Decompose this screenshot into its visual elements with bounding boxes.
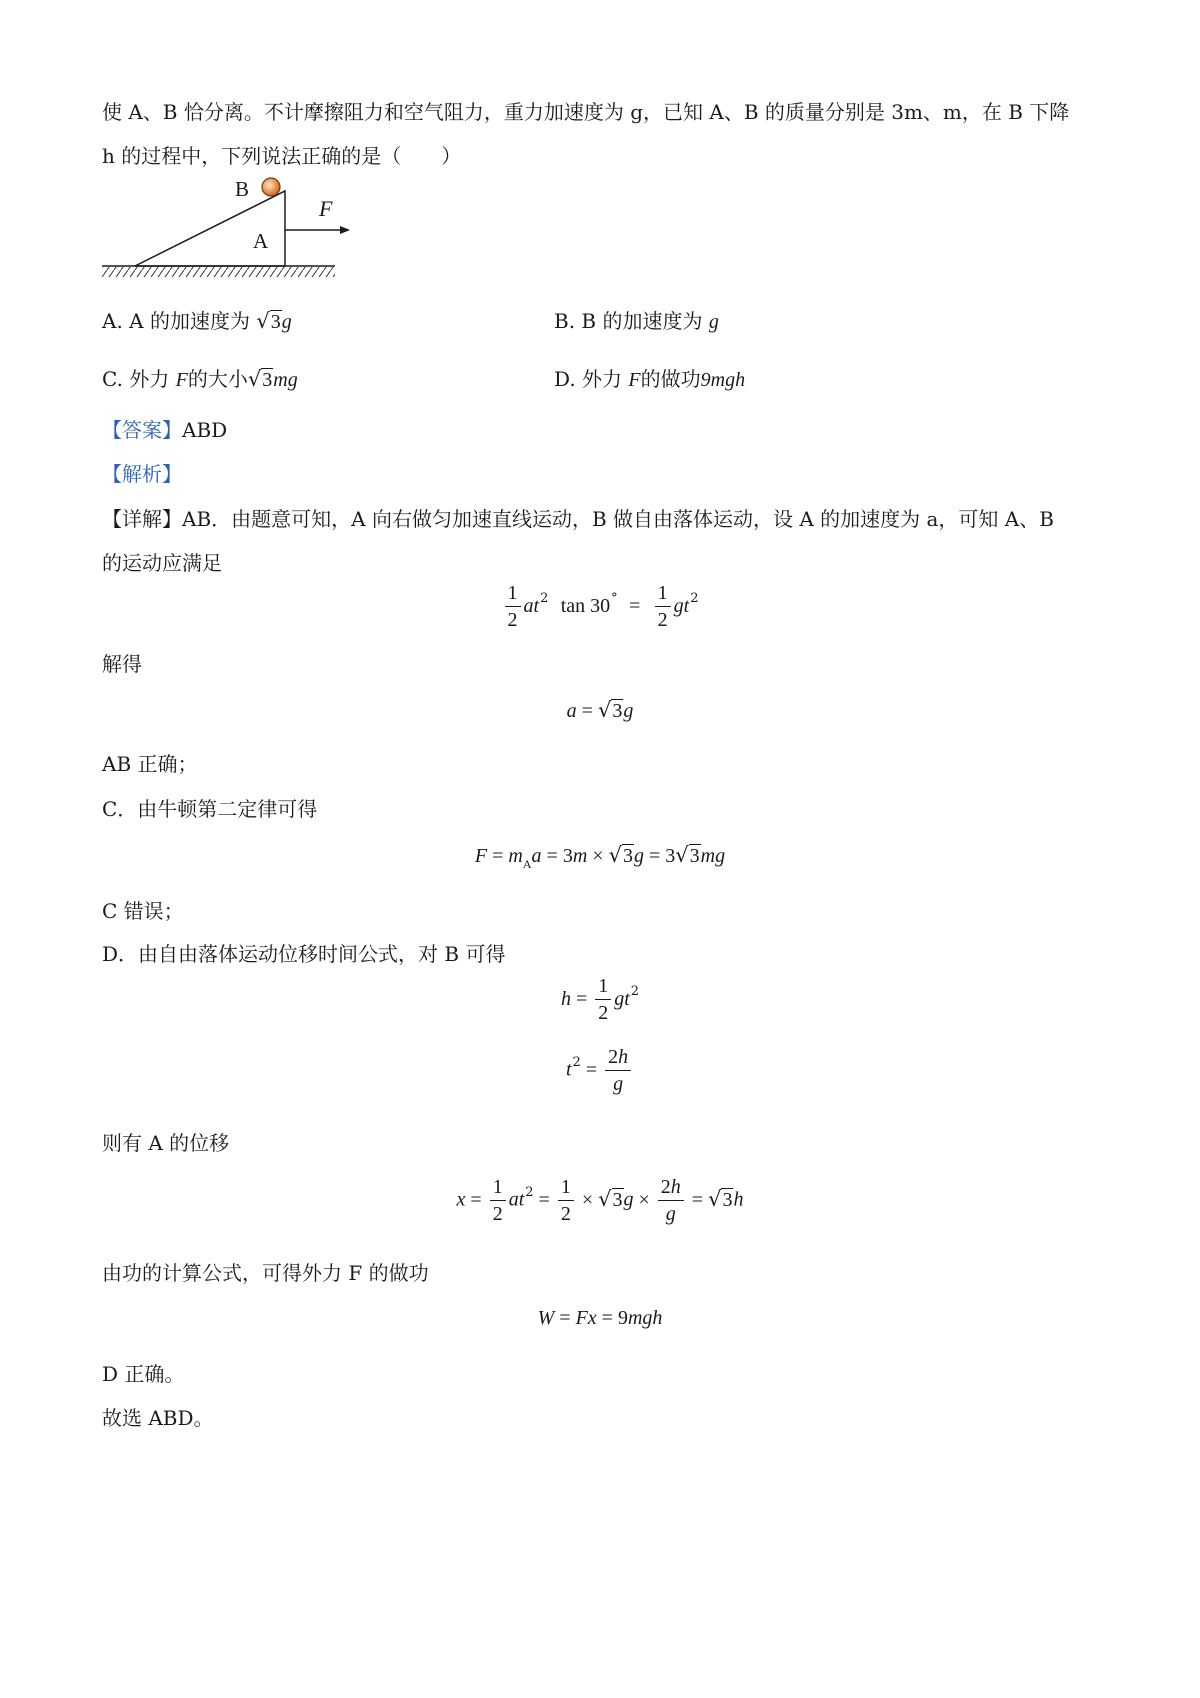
c-wrong: C 错误； <box>102 899 184 923</box>
c-intro: C．由牛顿第二定律可得 <box>102 797 318 821</box>
solve-label: 解得 <box>102 652 142 676</box>
d-correct: D 正确。 <box>102 1362 185 1386</box>
ball-b <box>262 178 280 196</box>
question-line-1: 使 A、B 恰分离。不计摩擦阻力和空气阻力，重力加速度为 g，已知 A、B 的质量分别是 3m、m，在 B 下降 <box>102 100 1070 124</box>
ab-correct: AB 正确； <box>102 752 198 776</box>
equation-2: a = √3g <box>566 698 634 722</box>
equation-7: W = Fx = 9mgh <box>537 1307 663 1329</box>
equation-4: h = $\frac{1}{2}$ $gt^2$ <box>560 975 640 1024</box>
sqrt-3: √3 <box>256 309 281 333</box>
label-a: A <box>253 229 269 253</box>
disp-intro: 则有 A 的位移 <box>102 1131 230 1155</box>
option-c: C. 外力 F的大小√3mg <box>102 367 298 391</box>
ground-hatch <box>102 267 335 277</box>
equation-1: $\frac{1}{2}$ $at^2$ tan 30° = $\frac{1}{2}$ $gt^2$ <box>0 580 1200 633</box>
conclusion: 故选 ABD。 <box>102 1406 214 1430</box>
answer-line: 【答案】ABD <box>102 418 228 442</box>
question-line-2: h 的过程中，下列说法正确的是（ ） <box>102 144 462 168</box>
equation-5: $t^2$ = $\frac{2h}{g}$ <box>0 1043 1200 1097</box>
d-intro: D．由自由落体运动位移时间公式，对 B 可得 <box>102 942 506 966</box>
detail-line-2: 的运动应满足 <box>102 551 222 575</box>
option-b: B. B 的加速度为 g <box>554 309 719 333</box>
incline-figure <box>100 170 360 288</box>
equation-6: x = $\frac{1}{2}$ $at^2$ = $\frac{1}{2}$ × √3g × $\frac{2h}{g}$ = √3h <box>0 1173 1200 1227</box>
force-arrow-head <box>340 226 350 234</box>
label-f: F <box>319 196 333 221</box>
equation-3: $F = m_Aa = 3m \times √3g = 3√3mg$ <box>474 843 726 871</box>
label-b: B <box>235 177 250 201</box>
sqrt-3: √3 <box>247 367 273 391</box>
detail-line-1: 【详解】AB．由题意可知，A 向右做匀加速直线运动，B 做自由落体运动，设 A 的加速度为 a，可知 A、B <box>102 507 1054 531</box>
analysis-tag: 【解析】 <box>102 462 182 486</box>
option-d: D. 外力 F的做功9mgh <box>554 367 746 391</box>
option-a: A. A 的加速度为 √3g <box>102 309 292 333</box>
work-intro: 由功的计算公式，可得外力 F 的做功 <box>102 1261 429 1285</box>
